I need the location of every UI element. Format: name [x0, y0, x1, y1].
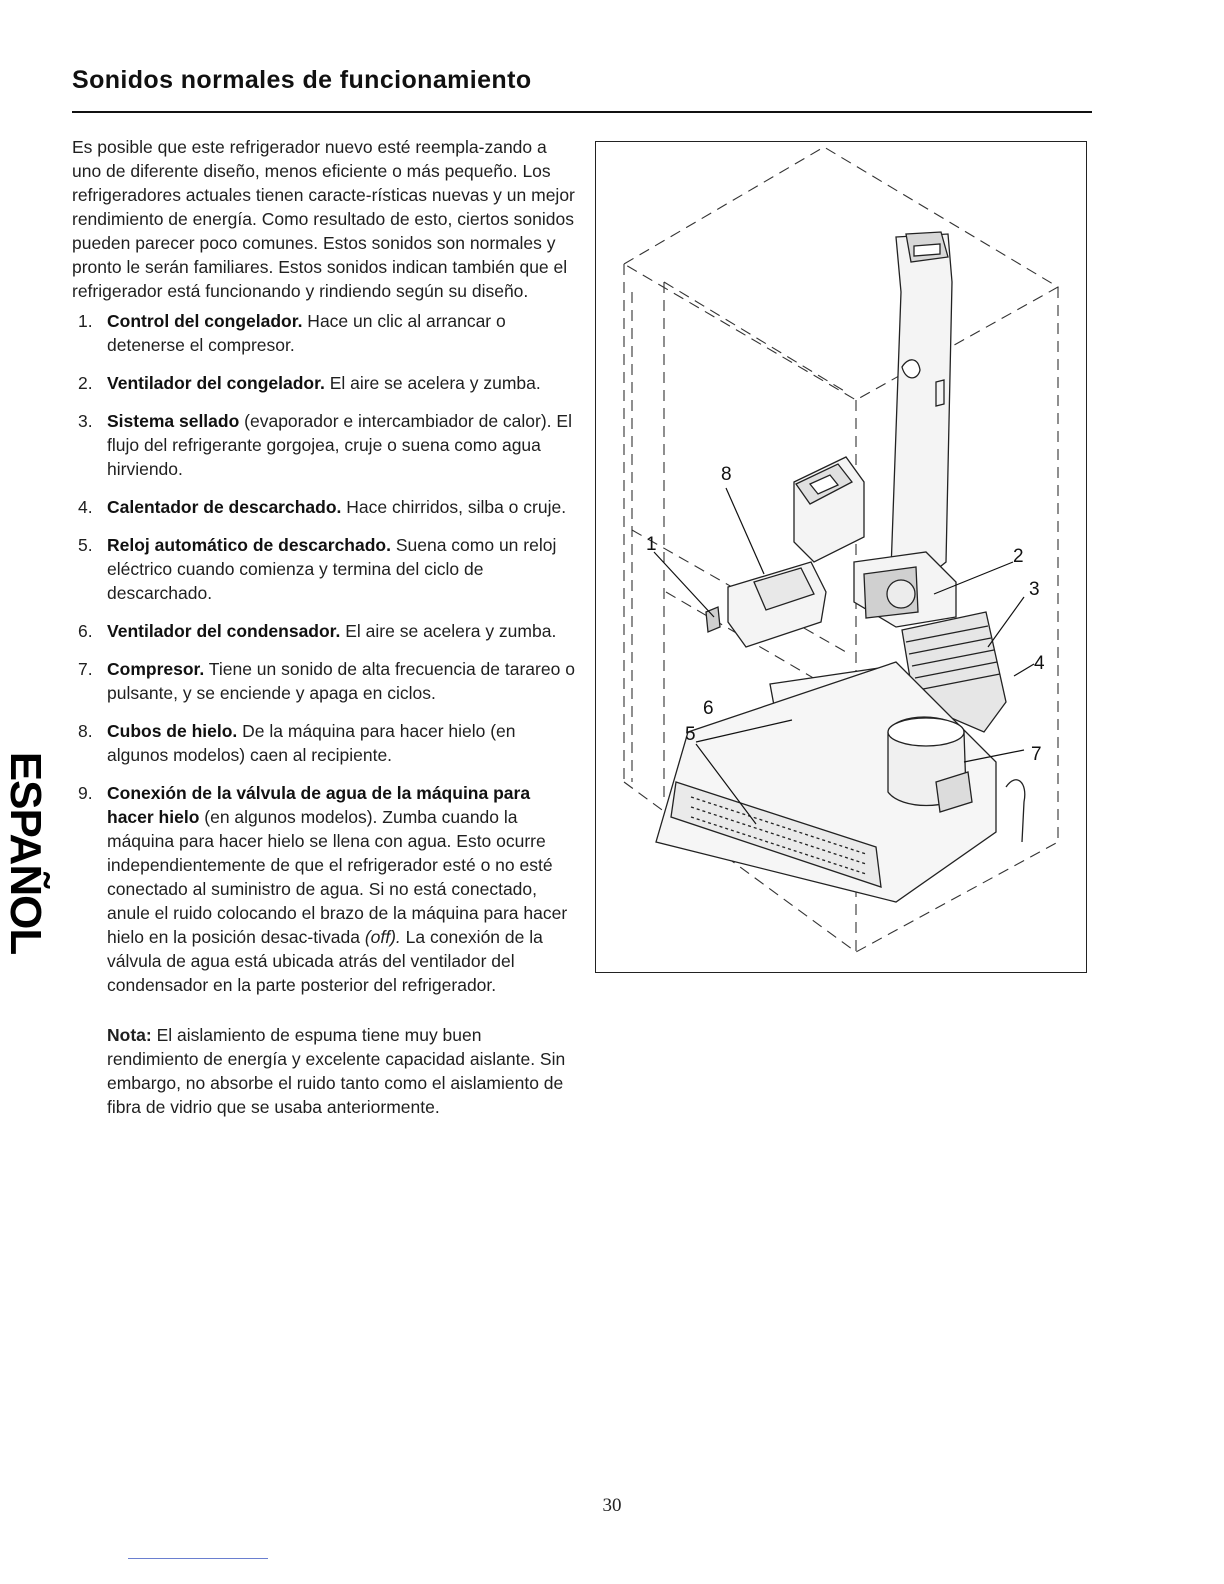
note-paragraph: Nota: El aislamiento de espuma tiene muy buen rendimiento de energía y excelente capacidad aislante. Sin embargo, no absorbe el ruido tanto como el aislamiento de fibra de vidrio que se usaba anteriormente. [107, 1025, 566, 1117]
refrigerator-diagram-drawing [596, 142, 1088, 974]
list-item: 2. Ventilador del congelador. El aire se acelera y zumba. [78, 373, 541, 393]
item-heading: Control del congelador. [107, 311, 303, 331]
callout-7: 7 [1031, 744, 1042, 765]
item-heading: Ventilador del congelador. [107, 373, 325, 393]
list-item: 3. Sistema sellado (evaporador e intercambiador de calor). El flujo del refrigerante gorgojea, cruje o suena como agua hirviendo. [78, 411, 572, 479]
refrigerator-diagram [595, 141, 1087, 973]
list-item: 8. Cubos de hielo. De la máquina para hacer hielo (en algunos modelos) caen al recipiente. [78, 721, 516, 765]
list-item: 1. Control del congelador. Hace un clic al arrancar o detenerse el compresor. [78, 311, 506, 355]
callout-4: 4 [1034, 653, 1045, 674]
callout-5: 5 [685, 724, 696, 745]
page-title: Sonidos normales de funcionamiento [72, 66, 532, 94]
list-item: 6. Ventilador del condensador. El aire se acelera y zumba. [78, 621, 557, 641]
text-column [72, 135, 577, 1119]
off-emphasis: (off). [364, 927, 401, 947]
item-heading: Ventilador del condensador. [107, 621, 341, 641]
callout-2: 2 [1013, 546, 1024, 567]
footer-line [128, 1558, 268, 1559]
callout-3: 3 [1029, 579, 1040, 600]
callout-8: 8 [721, 464, 732, 485]
callout-6: 6 [703, 698, 714, 719]
item-heading: Sistema sellado [107, 411, 240, 431]
item-heading: Compresor. [107, 659, 205, 679]
callout-1: 1 [646, 534, 657, 555]
language-side-tab [0, 728, 50, 978]
list-item: 4. Calentador de descarchado. Hace chirridos, silba o cruje. [78, 497, 567, 517]
item-heading: Conexión de la válvula de agua de la máquina para hacer hielo [107, 783, 531, 827]
title-rule [72, 111, 1092, 113]
item-heading: Calentador de descarchado. [107, 497, 342, 517]
item-heading: Cubos de hielo. [107, 721, 238, 741]
list-item: 5. Reloj automático de descarchado. Suena como un reloj eléctrico cuando comienza y termina del ciclo de descarchado. [78, 535, 557, 603]
page-number: 30 [602, 1495, 622, 1516]
sound-list [72, 309, 577, 997]
side-tab-label: ESPAÑOL [1, 751, 50, 955]
list-item: 7. Compresor. Tiene un sonido de alta frecuencia de tarareo o pulsante, y se enciende y apaga en ciclos. [78, 659, 575, 703]
intro-paragraph: Es posible que este refrigerador nuevo esté reempla-zando a uno de diferente diseño, menos eficiente o más pequeño. Los refrigeradores actuales tienen caracte-rísticas nuevas y un mejor rendimiento de energía. Como resultado de esto, ciertos sonidos pueden parecer poco comunes. Estos sonidos son normales y pronto le serán familiares. Estos sonidos indican también que el refrigerador está funcionando y rindiendo según su diseño. [72, 137, 575, 301]
note-label: Nota: [107, 1025, 152, 1045]
list-item: 9. Conexión de la válvula de agua de la máquina para hacer hielo (en algunos modelos). Zumba cuando la máquina para hacer hielo se llena con agua. Esto ocurre independientemente de que el refrigerador esté o no esté conectado al suministro de agua. Si no está conectado, anule el ruido colocando el brazo de la máquina para hacer hielo en la posición desac-tivada (off). La conexión de la válvula de agua está ubicada atrás del ventilador del condensador en la parte posterior del refrigerador. [78, 783, 568, 995]
item-heading: Reloj automático de descarchado. [107, 535, 391, 555]
